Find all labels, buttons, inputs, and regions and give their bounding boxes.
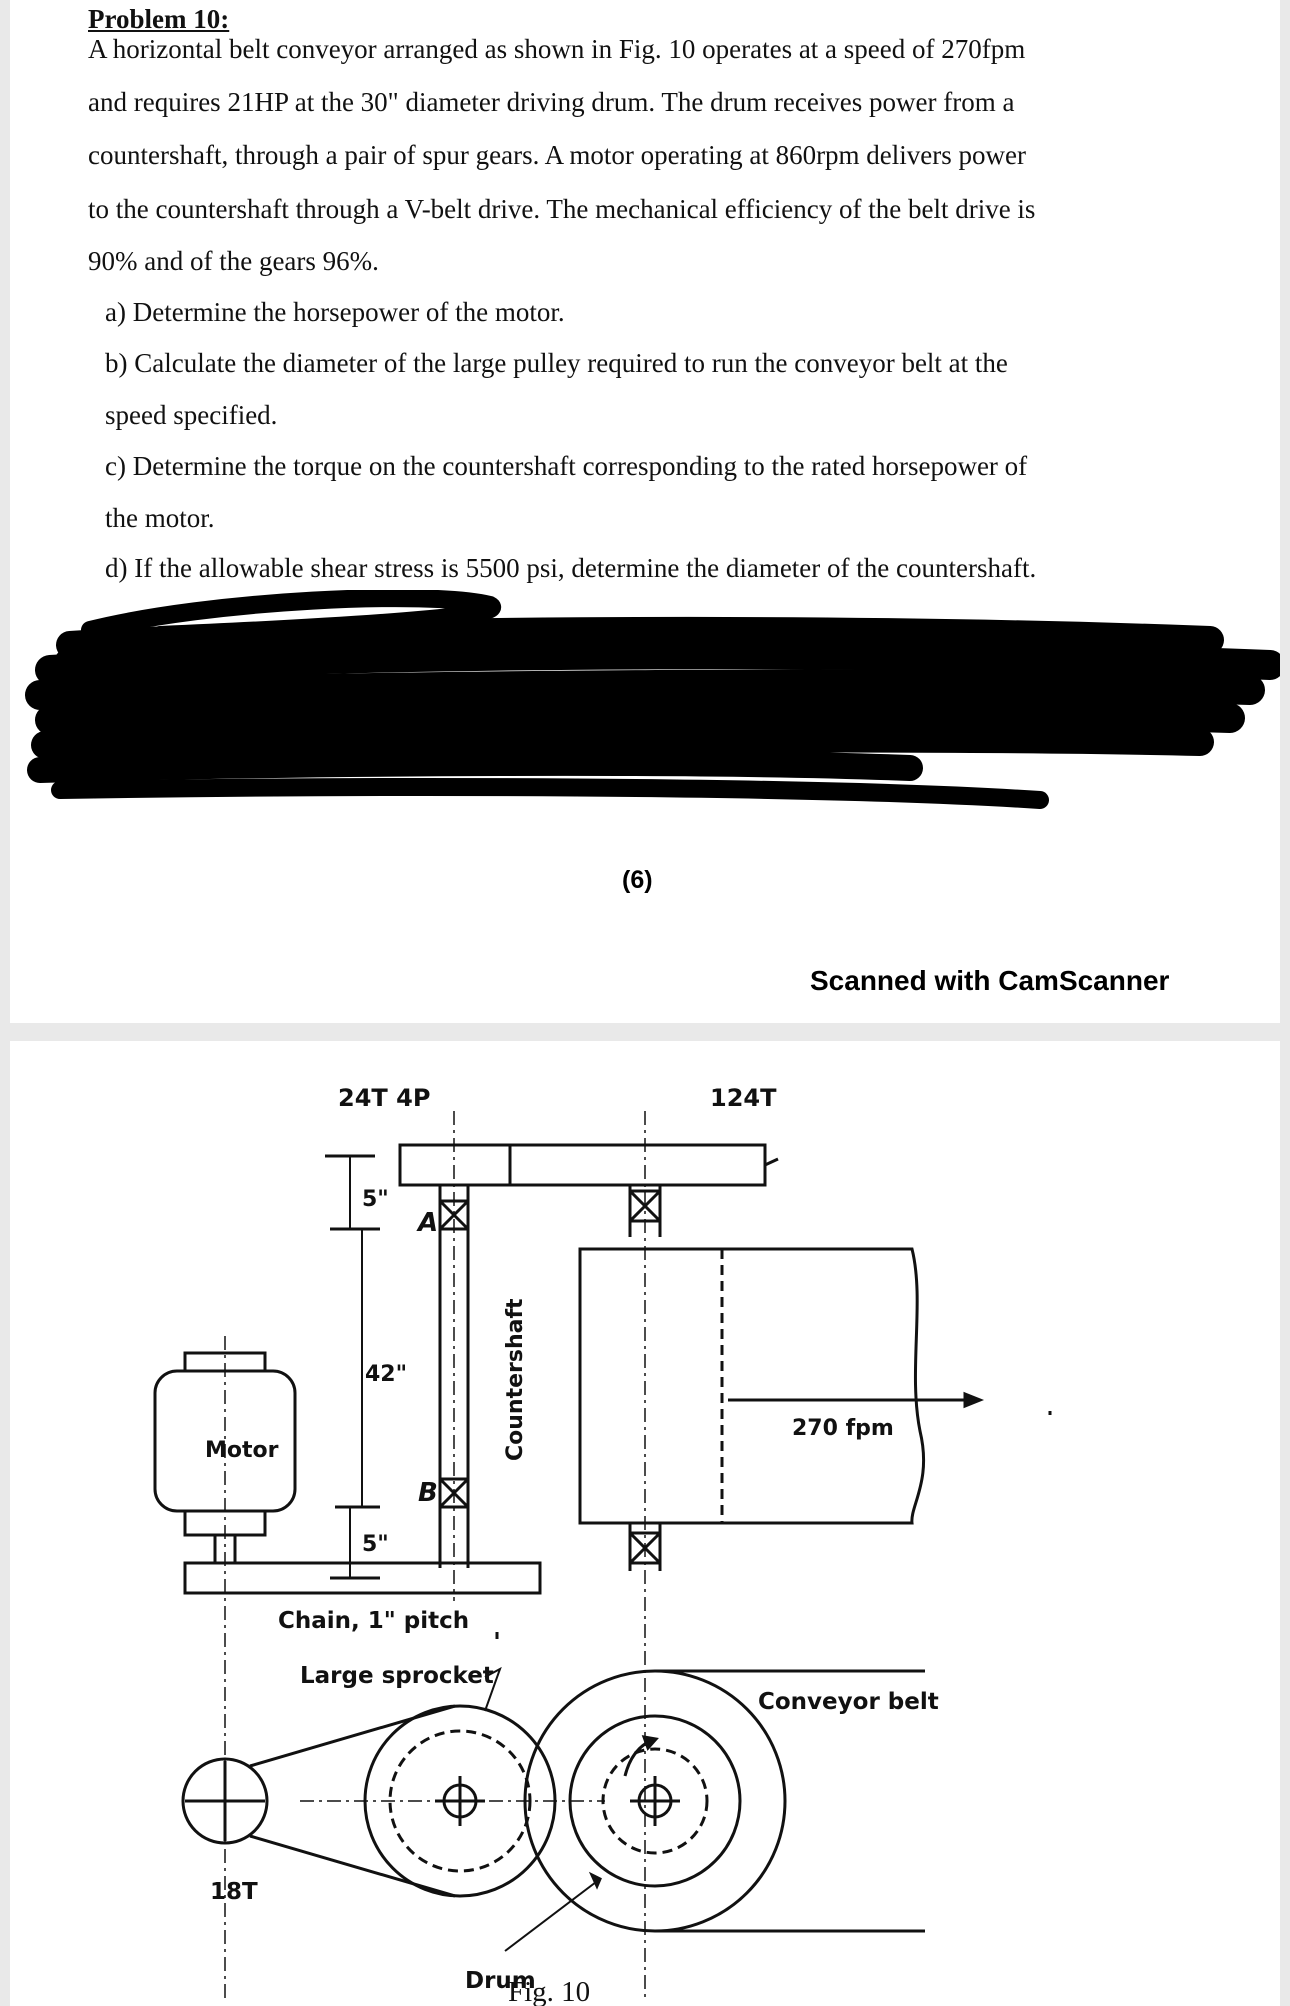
question-b-cont: speed specified.	[105, 400, 278, 430]
gear-right-label: 124T	[710, 1084, 777, 1112]
question-c-cont: the motor.	[105, 503, 215, 533]
problem-line-1: A horizontal belt conveyor arranged as shown in Fig. 10 operates at a speed of 270fpm	[88, 34, 1026, 64]
problem-line-5: 90% and of the gears 96%.	[88, 246, 379, 276]
question-b: b) Calculate the diameter of the large pulley required to run the conveyor belt at the	[105, 348, 1008, 378]
dimension-top: 5"	[362, 1187, 389, 1212]
question-c: c) Determine the torque on the countershaft corresponding to the rated horsepower of	[105, 451, 1028, 481]
drum-label: Drum	[465, 1968, 536, 1994]
speed-arrow-icon	[965, 1394, 980, 1406]
problem-line-2: and requires 21HP at the 30" diameter driving drum. The drum receives power from a	[88, 87, 1015, 117]
document-page-1	[10, 0, 1280, 1023]
bearing-b-label: B	[418, 1478, 438, 1508]
conveyor-belt-label: Conveyor belt	[758, 1689, 939, 1715]
dimension-middle: 42"	[365, 1362, 408, 1387]
problem-heading: Problem 10:	[88, 4, 230, 34]
page-number: (6)	[622, 866, 653, 894]
redaction-scribble	[10, 590, 1280, 840]
small-sprocket-label: 18T	[210, 1879, 258, 1905]
motor-label: Motor	[205, 1438, 279, 1463]
dimension-bottom: 5"	[362, 1532, 389, 1557]
chain-label: Chain, 1" pitch	[278, 1608, 470, 1634]
drum-body	[580, 1249, 924, 1523]
document-page-2	[10, 1041, 1280, 2006]
countershaft-label: Countershaft	[503, 1298, 528, 1461]
problem-line-4: to the countershaft through a V-belt drive. The mechanical efficiency of the belt drive is	[88, 194, 1036, 224]
speed-label: 270 fpm	[792, 1416, 894, 1441]
question-d: d) If the allowable shear stress is 5500 psi, determine the diameter of the countershaft.	[105, 553, 1037, 583]
bearing-a-label: A	[418, 1208, 439, 1238]
gear-left-label: 24T 4P	[338, 1084, 431, 1112]
question-a: a) Determine the horsepower of the motor.	[105, 297, 565, 327]
figure-10-diagram	[10, 1041, 1280, 2006]
rotation-arrow-icon	[644, 1737, 656, 1748]
large-sprocket-label: Large sprocket	[300, 1663, 494, 1689]
scanner-watermark: Scanned with CamScanner	[810, 965, 1170, 996]
problem-line-3: countershaft, through a pair of spur gears. A motor operating at 860rpm delivers power	[88, 140, 1026, 170]
figure-caption: Fig. 10	[508, 1976, 591, 2006]
